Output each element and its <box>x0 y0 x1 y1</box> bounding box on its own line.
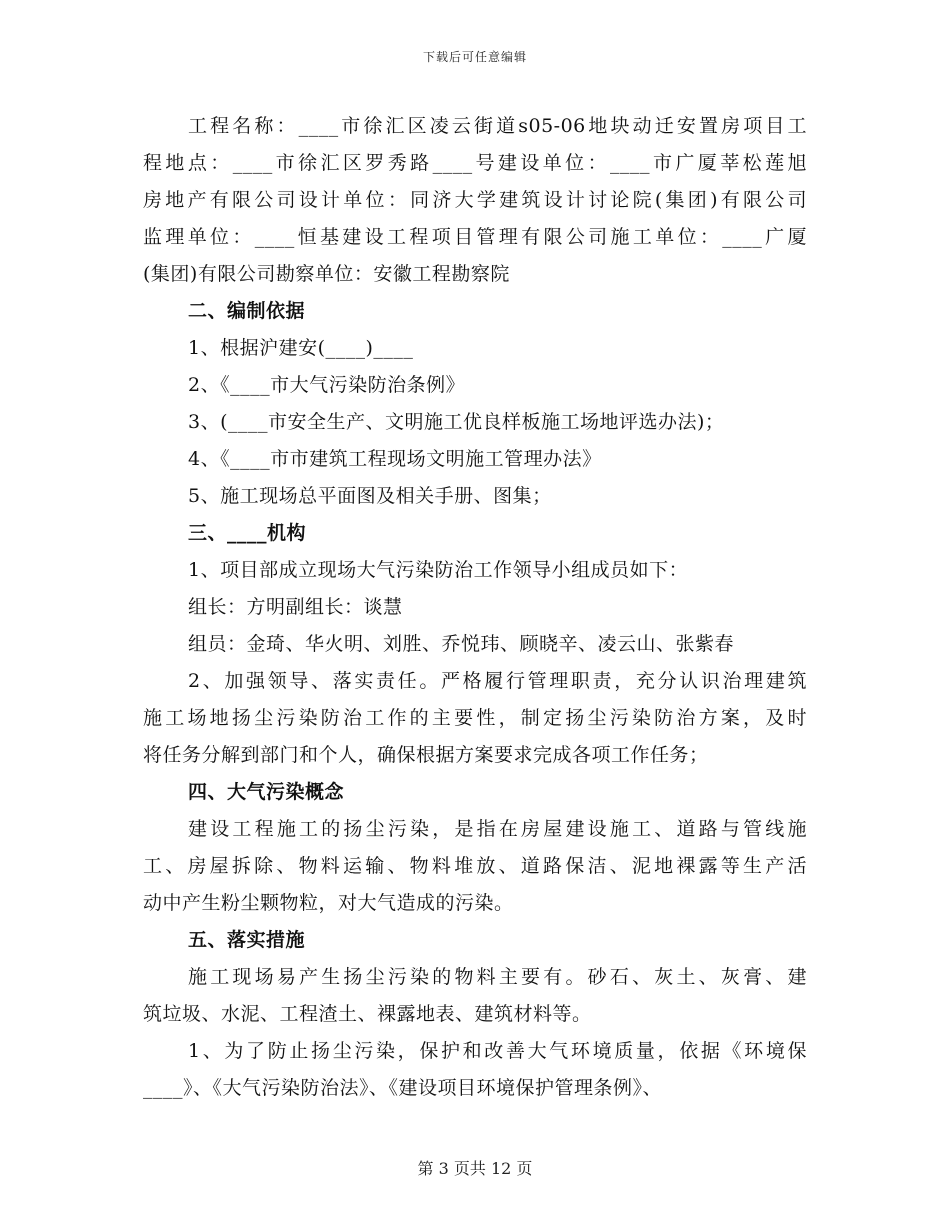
text-line: 1、根据沪建安(____)____ <box>188 337 414 359</box>
text-line: 动中产生粉尘颗物粒，对大气造成的污染。 <box>143 892 514 914</box>
text-line: 3、(____市安全生产、文明施工优良样板施工场地评选办法)； <box>188 411 725 433</box>
text-line: 程地点：____市徐汇区罗秀路____号建设单位：____市广厦莘松莲旭 <box>143 152 807 174</box>
text-line: 将任务分解到部门和个人，确保根据方案要求完成各项工作任务； <box>143 744 709 766</box>
text-line: 施工现场易产生扬尘污染的物料主要有。砂石、灰土、灰膏、建 <box>188 966 807 988</box>
text-line: 施工场地扬尘污染防治工作的主要性，制定扬尘污染防治方案，及时 <box>143 707 807 729</box>
text-line: 2、《____市大气污染防治条例》 <box>188 374 466 396</box>
text-line: 1、项目部成立现场大气污染防治工作领导小组成员如下： <box>188 559 689 581</box>
text-line: 组长：方明副组长：谈慧 <box>188 596 403 618</box>
text-line: 筑垃圾、水泥、工程渣土、裸露地表、建筑材料等。 <box>143 1003 592 1025</box>
section-heading: 二、编制依据 <box>188 300 306 322</box>
text-line: 1、为了防止扬尘污染，保护和改善大气环境质量，依据《环境保 <box>188 1040 807 1062</box>
section-heading: 五、落实措施 <box>188 929 306 951</box>
text-line: 监理单位：____恒基建设工程项目管理有限公司施工单位：____广厦 <box>143 226 807 248</box>
text-line: 工程名称：____市徐汇区凌云街道s05-06地块动迁安置房项目工 <box>188 115 807 137</box>
text-line: 工、房屋拆除、物料运输、物料堆放、道路保洁、泥地裸露等生产活 <box>143 855 807 877</box>
text-line: 5、施工现场总平面图及相关手册、图集； <box>188 485 552 507</box>
text-line: 建设工程施工的扬尘污染，是指在房屋建设施工、道路与管线施 <box>188 818 807 840</box>
text-line: 组员：金琦、华火明、刘胜、乔悦玮、顾晓辛、凌云山、张紫春 <box>188 633 735 655</box>
section-heading: 三、____机构 <box>188 522 307 544</box>
text-line: 2、加强领导、落实责任。严格履行管理职责，充分认识治理建筑 <box>188 670 807 692</box>
text-line: 4、《____市市建筑工程现场文明施工管理办法》 <box>188 448 602 470</box>
section-heading: 四、大气污染概念 <box>188 781 345 803</box>
text-line: 房地产有限公司设计单位：同济大学建筑设计讨论院(集团)有限公司 <box>143 189 807 211</box>
text-line: ____》、《大气污染防治法》、《建设项目环境保护管理条例》、 <box>143 1077 663 1099</box>
page-footer: 第 3 页共 12 页 <box>417 1159 533 1178</box>
page-header: 下载后可任意编辑 <box>422 50 527 64</box>
document-body <box>143 108 807 1107</box>
text-line: (集团)有限公司勘察单位：安徽工程勘察院 <box>143 263 510 285</box>
